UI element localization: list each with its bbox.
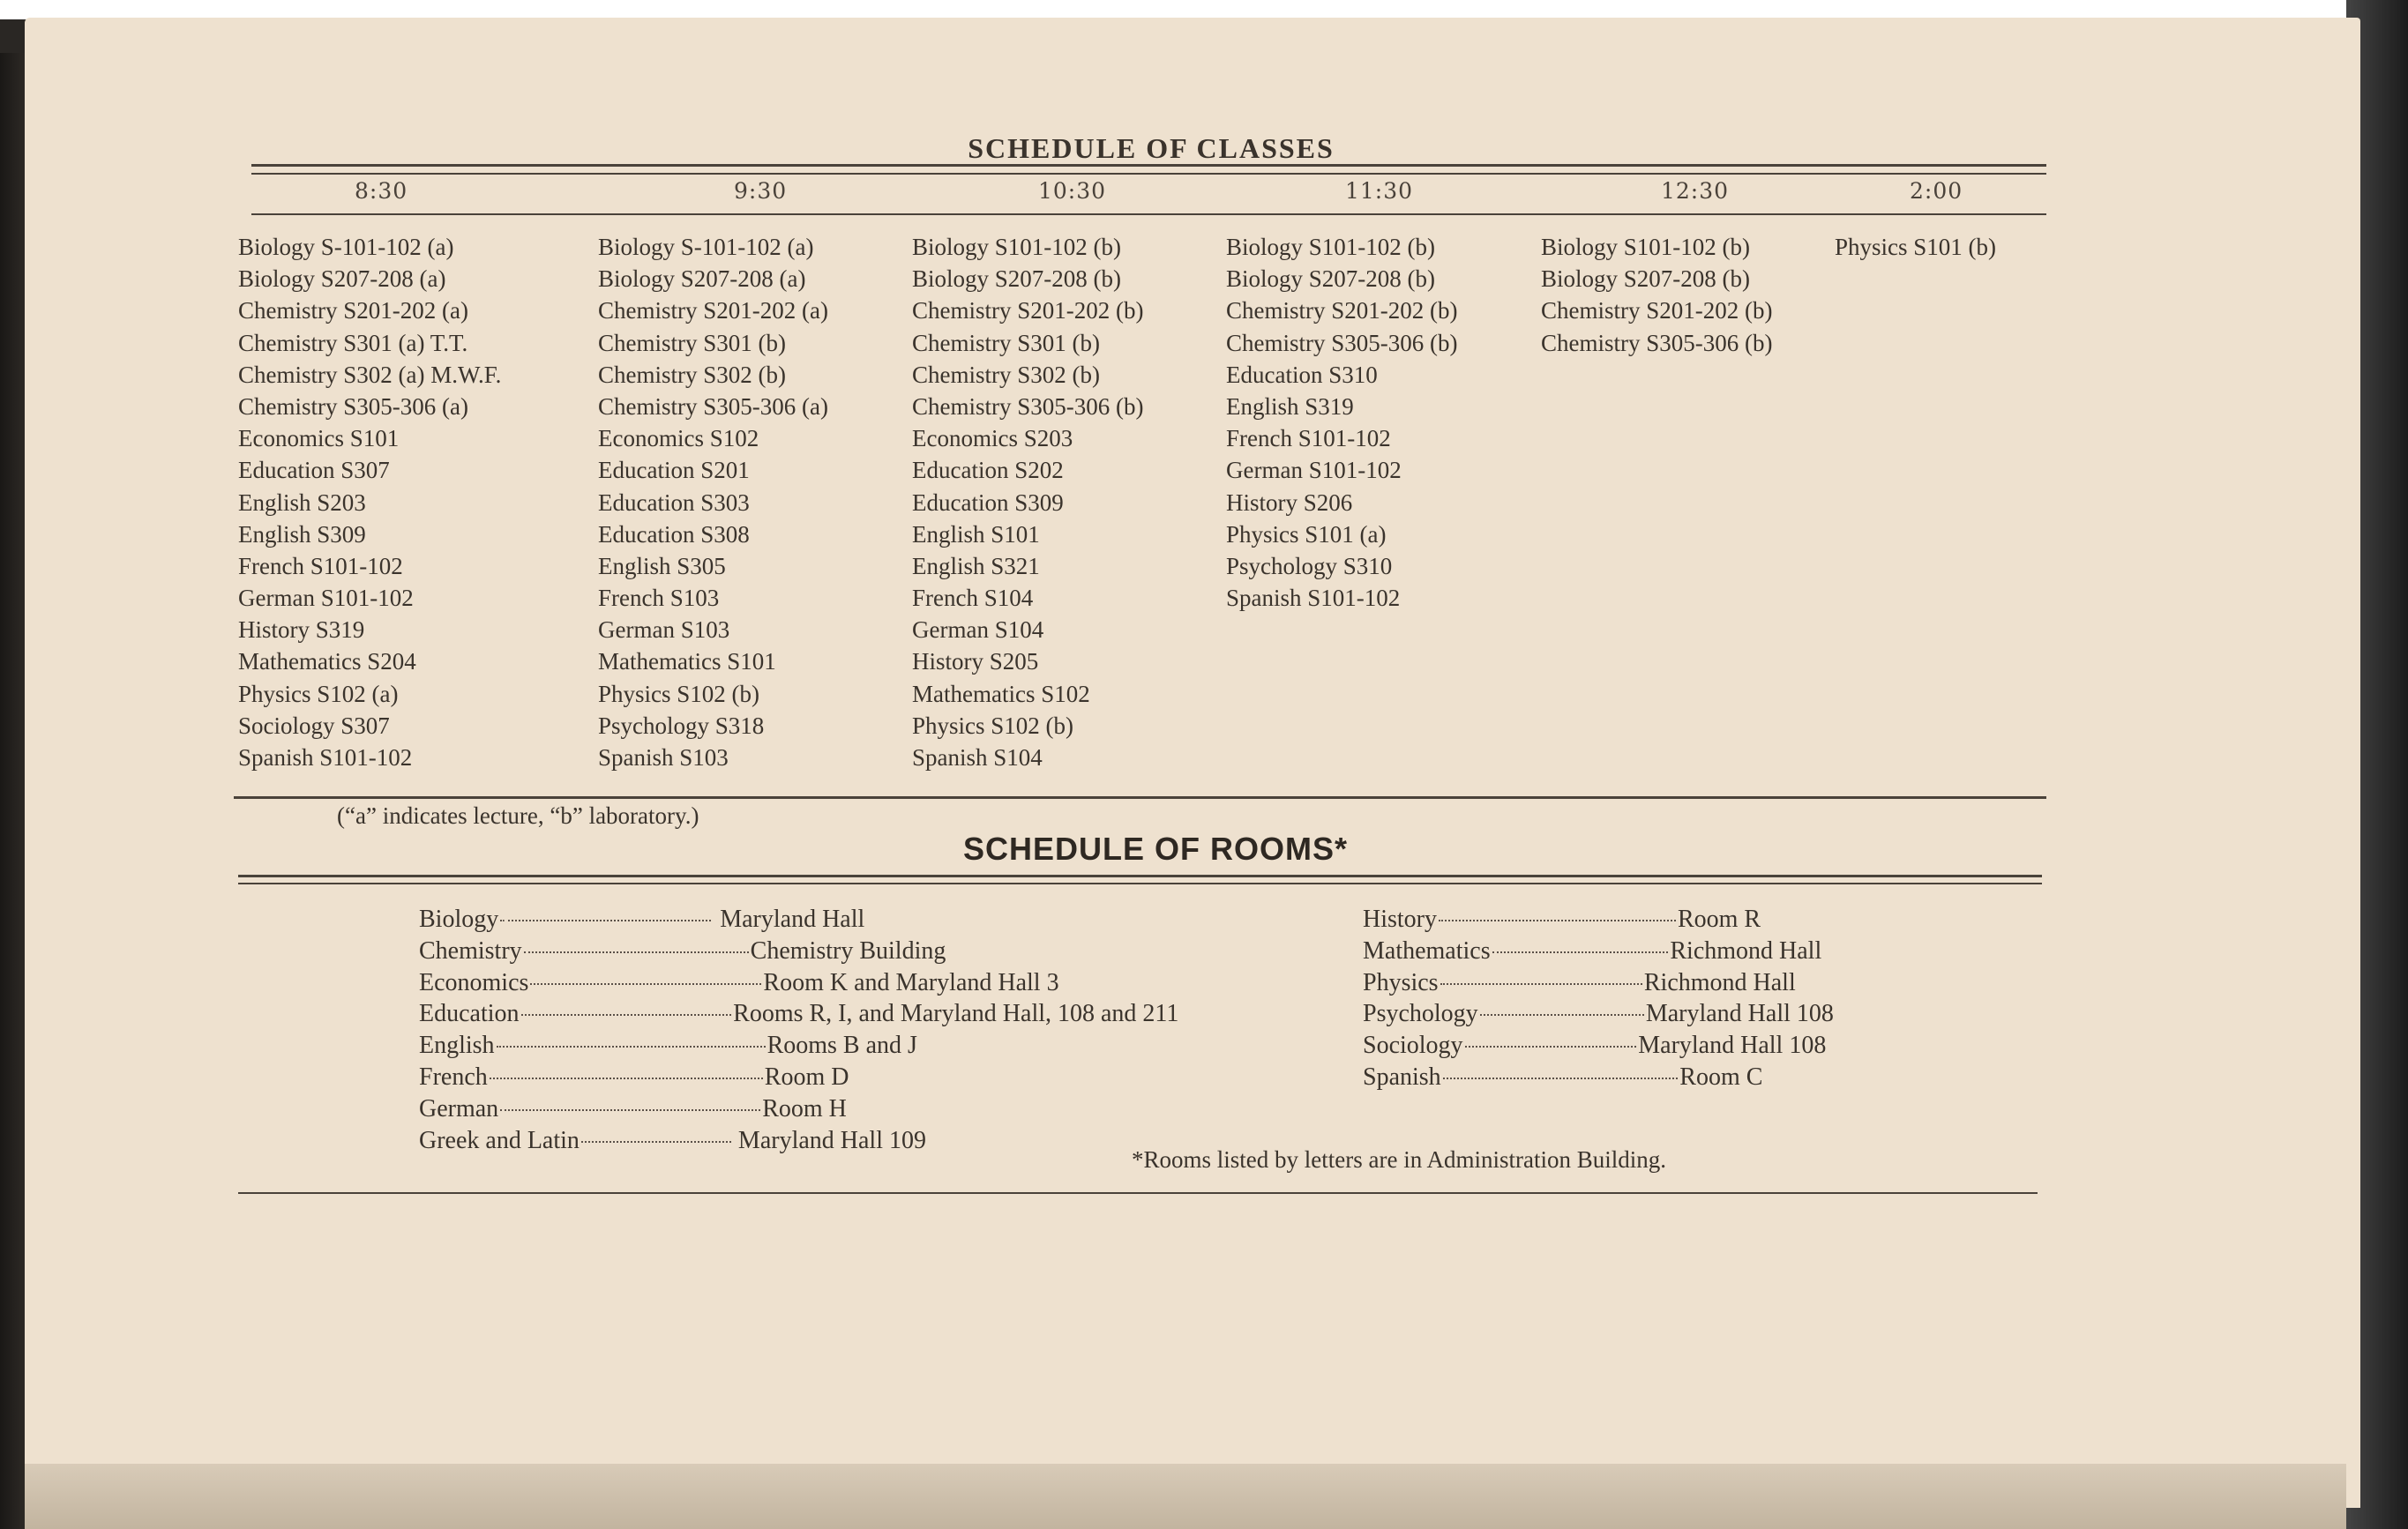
room-location: Maryland Hall 109 bbox=[737, 1126, 926, 1154]
room-location: Room R bbox=[1677, 906, 1761, 933]
course-item: Biology S207-208 (b) bbox=[1541, 265, 1751, 293]
course-item: Spanish S103 bbox=[598, 744, 729, 771]
course-item: Biology S101-102 (b) bbox=[912, 234, 1122, 260]
room-subject: Physics bbox=[1363, 968, 1439, 996]
time-header-1030: 10:30 bbox=[1038, 178, 1107, 204]
time-header-830: 8:30 bbox=[355, 178, 408, 204]
leader-dots bbox=[1480, 1014, 1644, 1016]
room-subject: Education bbox=[419, 1000, 520, 1028]
column-830 bbox=[238, 231, 591, 773]
course-item: History S319 bbox=[238, 616, 365, 644]
room-row bbox=[1363, 904, 1998, 936]
leader-dots bbox=[1465, 1046, 1637, 1048]
course-item: Chemistry S301 (b) bbox=[912, 329, 1100, 356]
course-item: Chemistry S301 (b) bbox=[598, 329, 786, 356]
course-item: German S101-102 bbox=[1226, 457, 1402, 484]
rooms-title: SCHEDULE OF ROOMS* bbox=[962, 831, 1349, 867]
room-subject: Chemistry bbox=[419, 936, 522, 965]
room-subject: Biology bbox=[419, 906, 499, 933]
leader-dots bbox=[521, 1014, 732, 1016]
room-location: Richmond Hall bbox=[1670, 936, 1822, 965]
course-item: Biology S207-208 (a) bbox=[598, 265, 806, 293]
room-row bbox=[419, 1030, 1389, 1062]
room-location: Room H bbox=[762, 1094, 847, 1123]
course-item: Mathematics S204 bbox=[238, 648, 416, 675]
course-item: German S103 bbox=[598, 616, 730, 644]
column-1130 bbox=[1226, 231, 1544, 614]
course-item: English S305 bbox=[598, 552, 726, 579]
course-item: French S101-102 bbox=[1226, 425, 1391, 452]
room-row bbox=[419, 998, 1389, 1030]
header-rule bbox=[251, 213, 2046, 215]
leader-dots bbox=[1439, 920, 1676, 921]
room-row bbox=[1363, 1062, 1998, 1093]
course-item: Physics S102 (b) bbox=[598, 680, 760, 707]
course-item: Physics S101 (a) bbox=[1226, 520, 1387, 548]
course-item: Chemistry S201-202 (a) bbox=[238, 297, 468, 324]
course-item: Psychology S310 bbox=[1226, 552, 1393, 579]
course-item: Chemistry S305-306 (b) bbox=[1541, 329, 1773, 356]
course-item: History S205 bbox=[912, 648, 1039, 675]
room-subject: History bbox=[1363, 906, 1437, 933]
course-item: Spanish S104 bbox=[912, 744, 1043, 771]
leader-dots bbox=[1492, 951, 1669, 953]
leader-dots bbox=[524, 951, 749, 953]
course-item: Chemistry S302 (b) bbox=[598, 361, 786, 388]
course-item: Biology S207-208 (b) bbox=[912, 265, 1122, 293]
course-item: Mathematics S102 bbox=[912, 680, 1090, 707]
course-item: Economics S102 bbox=[598, 425, 759, 452]
course-item: English S203 bbox=[238, 489, 366, 516]
room-row bbox=[1363, 998, 1998, 1030]
column-200 bbox=[1835, 231, 2082, 263]
room-row bbox=[1363, 1030, 1998, 1062]
course-item: Biology S207-208 (a) bbox=[238, 265, 446, 293]
room-location: Maryland Hall bbox=[720, 906, 865, 933]
course-item: Psychology S318 bbox=[598, 712, 765, 739]
time-header-1230: 12:30 bbox=[1661, 178, 1730, 204]
room-location: Room D bbox=[764, 1063, 849, 1091]
title-rule-1 bbox=[251, 164, 2046, 167]
lecture-lab-note: (“a” indicates lecture, “b” laboratory.) bbox=[337, 802, 699, 829]
leader-dots bbox=[1440, 983, 1642, 985]
course-item: Physics S102 (a) bbox=[238, 680, 399, 707]
room-row bbox=[419, 1062, 1389, 1093]
room-subject: Economics bbox=[419, 968, 529, 996]
room-location: Richmond Hall bbox=[1643, 968, 1796, 996]
course-item: History S206 bbox=[1226, 489, 1353, 516]
room-location: Room K and Maryland Hall 3 bbox=[763, 968, 1059, 996]
room-row bbox=[1363, 967, 1998, 999]
leader-dots bbox=[530, 983, 761, 985]
room-row bbox=[419, 904, 1389, 936]
room-location: Rooms B and J bbox=[767, 1032, 917, 1060]
rooms-list-right bbox=[1363, 904, 1998, 1093]
rooms-footnote: *Rooms listed by letters are in Administration Building. bbox=[1132, 1146, 1666, 1173]
rooms-title-rule-1 bbox=[238, 875, 2042, 877]
title-rule-2 bbox=[251, 173, 2046, 175]
course-item: Education S309 bbox=[912, 489, 1064, 516]
rooms-bottom-rule bbox=[238, 1192, 2038, 1194]
room-subject: Sociology bbox=[1363, 1032, 1463, 1060]
leader-dots bbox=[490, 1078, 763, 1079]
course-item: English S321 bbox=[912, 552, 1040, 579]
course-item: Education S307 bbox=[238, 457, 390, 484]
course-item: Mathematics S101 bbox=[598, 648, 776, 675]
top-margin bbox=[0, 0, 2408, 19]
course-item: German S104 bbox=[912, 616, 1044, 644]
room-row bbox=[419, 967, 1389, 999]
room-subject: Mathematics bbox=[1363, 936, 1491, 965]
rooms-title-rule-2 bbox=[238, 883, 2042, 884]
course-item: Education S310 bbox=[1226, 361, 1378, 388]
room-location: Chemistry Building bbox=[750, 936, 946, 965]
course-item: Chemistry S305-306 (b) bbox=[912, 392, 1144, 420]
room-row bbox=[1363, 936, 1998, 967]
course-item: Physics S101 (b) bbox=[1835, 234, 1997, 260]
leader-dots bbox=[1443, 1078, 1679, 1079]
course-item: Chemistry S201-202 (b) bbox=[912, 297, 1144, 324]
rooms-list-left bbox=[419, 904, 1389, 1156]
page-bottom-edge bbox=[25, 1464, 2346, 1529]
course-item: Chemistry S305-306 (a) bbox=[598, 392, 828, 420]
course-item: Chemistry S305-306 (b) bbox=[1226, 329, 1458, 356]
course-item: Chemistry S201-202 (b) bbox=[1541, 297, 1773, 324]
course-item: Education S308 bbox=[598, 520, 750, 548]
room-location: Maryland Hall 108 bbox=[1638, 1032, 1827, 1060]
course-item: Biology S101-102 (b) bbox=[1226, 234, 1436, 260]
course-item: French S103 bbox=[598, 585, 720, 612]
course-item: German S101-102 bbox=[238, 585, 414, 612]
room-subject: French bbox=[419, 1063, 488, 1091]
room-location: Rooms R, I, and Maryland Hall, 108 and 211 bbox=[733, 1000, 1179, 1028]
room-subject: Spanish bbox=[1363, 1063, 1441, 1091]
course-item: Education S202 bbox=[912, 457, 1064, 484]
leader-dots bbox=[508, 920, 711, 921]
course-item: Biology S-101-102 (a) bbox=[598, 234, 814, 260]
room-location: Room C bbox=[1679, 1063, 1763, 1091]
course-item: Economics S203 bbox=[912, 425, 1073, 452]
course-item: French S101-102 bbox=[238, 552, 403, 579]
course-item: Economics S101 bbox=[238, 425, 400, 452]
course-item: English S101 bbox=[912, 520, 1040, 548]
course-item: Chemistry S301 (a) T.T. bbox=[238, 329, 468, 356]
course-item: English S319 bbox=[1226, 392, 1354, 420]
course-item: Education S303 bbox=[598, 489, 750, 516]
leader-dots bbox=[581, 1141, 731, 1143]
course-item: Biology S-101-102 (a) bbox=[238, 234, 454, 260]
time-header-930: 9:30 bbox=[734, 178, 788, 204]
room-row bbox=[419, 1093, 1389, 1125]
course-item: Biology S207-208 (b) bbox=[1226, 265, 1436, 293]
course-item: Chemistry S302 (b) bbox=[912, 361, 1100, 388]
course-item: Spanish S101-102 bbox=[1226, 585, 1401, 612]
course-item: Chemistry S201-202 (b) bbox=[1226, 297, 1458, 324]
room-subject: English bbox=[419, 1032, 495, 1060]
column-930 bbox=[598, 231, 916, 773]
course-item: English S309 bbox=[238, 520, 366, 548]
course-item: Chemistry S201-202 (a) bbox=[598, 297, 828, 324]
room-row bbox=[419, 936, 1389, 967]
room-subject: German bbox=[419, 1094, 499, 1123]
leader-dots bbox=[500, 1109, 760, 1111]
course-item: Biology S101-102 (b) bbox=[1541, 234, 1751, 260]
room-subject: Psychology bbox=[1363, 1000, 1478, 1028]
leader-dots bbox=[500, 920, 505, 921]
room-location: Maryland Hall 108 bbox=[1645, 1000, 1834, 1028]
course-item: Chemistry S302 (a) M.W.F. bbox=[238, 361, 502, 388]
leader-dots bbox=[497, 1046, 766, 1048]
course-item: Spanish S101-102 bbox=[238, 744, 413, 771]
column-1230 bbox=[1541, 231, 1858, 359]
time-header-1130: 11:30 bbox=[1345, 178, 1414, 204]
time-header-200: 2:00 bbox=[1910, 178, 1963, 204]
classes-bottom-rule bbox=[234, 796, 2046, 799]
column-1030 bbox=[912, 231, 1230, 773]
room-subject: Greek and Latin bbox=[419, 1126, 580, 1154]
classes-title: SCHEDULE OF CLASSES bbox=[968, 132, 1335, 164]
course-item: Sociology S307 bbox=[238, 712, 390, 739]
course-item: Physics S102 (b) bbox=[912, 712, 1074, 739]
course-item: Chemistry S305-306 (a) bbox=[238, 392, 468, 420]
course-item: Education S201 bbox=[598, 457, 750, 484]
course-item: French S104 bbox=[912, 585, 1034, 612]
